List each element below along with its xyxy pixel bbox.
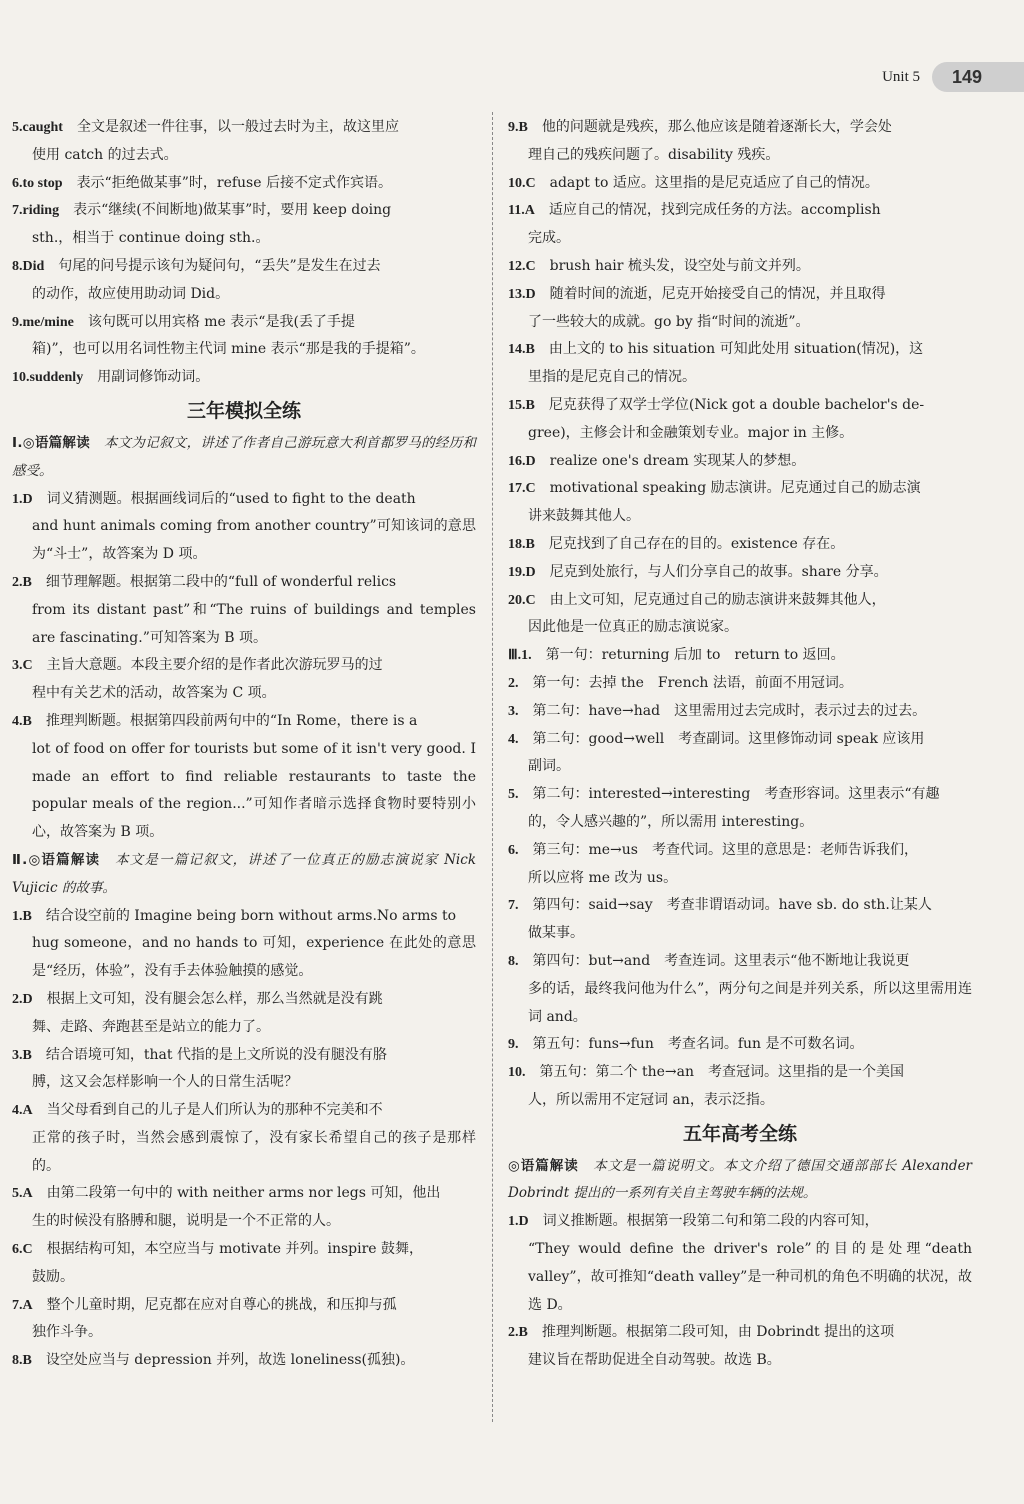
passage-intro bbox=[12, 430, 476, 486]
answer-item bbox=[12, 986, 476, 1042]
answer-item bbox=[508, 1208, 972, 1319]
answer-item bbox=[508, 559, 972, 587]
answer-item bbox=[12, 1180, 476, 1236]
answer-item bbox=[12, 903, 476, 986]
answer-text: 句尾的问号提示该句为疑问句，“丢失”是发生在过去 bbox=[58, 257, 381, 274]
intro-text: 本文是一篇说明文。本文介绍了德国交通部部长 Alexander Dobrindt 提出的一系列有关自主驾驶车辆的法规。 bbox=[508, 1157, 973, 1202]
answer-text: 根据上文可知，没有腿会怎么样，那么当然就是没有跳 bbox=[46, 990, 383, 1007]
intro-text: 本文为记叙文，讲述了作者自己游玩意大利首都罗马的经历和感受。 bbox=[12, 434, 477, 479]
answer-item bbox=[12, 1347, 476, 1375]
answer-text: realize one's dream 实现某人的梦想。 bbox=[549, 452, 806, 469]
answer-continuation: from its distant past”和“The ruins of buildings and temples are fascinating.”可知答案为 B 项。 bbox=[32, 601, 476, 646]
answer-continuation: 理自己的残疾问题了。disability 残疾。 bbox=[528, 146, 780, 163]
answer-list bbox=[508, 114, 972, 642]
section-title: 三年模拟全练 bbox=[186, 399, 301, 422]
answer-number: 4.A bbox=[12, 1103, 33, 1119]
answer-continuation: “They would define the driver's role”的目的是处理“death valley”，故可推知“death valley”是一种司机的角色不明确的状况，故选 D。 bbox=[528, 1241, 972, 1313]
answer-number: 7.riding bbox=[12, 203, 60, 219]
answer-number: 1.D bbox=[12, 491, 33, 507]
answer-continuation: 正常的孩子时，当然会感到震惊了，没有家长希望自己的孩子是那样的。 bbox=[32, 1129, 476, 1174]
answer-item bbox=[12, 1097, 476, 1180]
answer-item bbox=[508, 892, 972, 948]
answer-text: 设空处应当与 depression 并列，故选 loneliness(孤独)。 bbox=[45, 1352, 415, 1369]
column-divider bbox=[492, 112, 493, 1422]
answer-item bbox=[12, 1236, 476, 1292]
answer-continuation: hug someone，and no hands to 可知，experience 在此处的意思是“经历，体验”，没有手去体验触摸的感觉。 bbox=[32, 935, 476, 980]
answer-item bbox=[12, 486, 476, 569]
answer-number: 15.B bbox=[508, 397, 535, 413]
answer-item bbox=[508, 587, 972, 643]
answer-text: 他的问题就是残疾，那么他应该是随着逐渐长大，学会处 bbox=[541, 119, 892, 135]
answer-list bbox=[508, 642, 972, 1115]
answer-number: 5.caught bbox=[12, 120, 63, 135]
answer-item bbox=[508, 837, 972, 893]
answer-continuation: 了一些较大的成就。go by 指“时间的流逝”。 bbox=[528, 313, 810, 330]
answer-text: 第一句：returning 后加 to return to 返回。 bbox=[545, 647, 845, 664]
answer-item bbox=[12, 309, 476, 365]
answer-number: 16.D bbox=[508, 453, 536, 469]
answer-number: 12.C bbox=[508, 258, 536, 274]
answer-text: 尼克到处旅行，与人们分享自己的故事。share 分享。 bbox=[549, 563, 888, 580]
answer-number: 8.Did bbox=[12, 258, 45, 274]
section-title: 五年高考全练 bbox=[682, 1122, 797, 1145]
answer-item bbox=[508, 698, 972, 726]
answer-item bbox=[508, 726, 972, 782]
answer-number: 17.C bbox=[508, 481, 536, 497]
answer-number: 4.B bbox=[12, 713, 32, 729]
answer-text: 第四句：but→and 考查连词。这里表示“他不断地让我说更 bbox=[532, 952, 910, 969]
answer-item bbox=[508, 448, 972, 476]
answer-continuation: lot of food on offer for tourists but some of it isn't very good. I made an effort to find reliable restaurants to taste the popular meals of the region...”可知作者暗示选择食物时要特别小心，故答案为 B 项。 bbox=[32, 740, 476, 841]
answer-continuation: 所以应将 me 改为 us。 bbox=[528, 869, 678, 886]
answer-text: adapt to 适应。这里指的是尼克适应了自己的情况。 bbox=[549, 174, 879, 191]
answer-item bbox=[508, 670, 972, 698]
answer-text: 表示“拒绝做某事”时，refuse 后接不定式作宾语。 bbox=[76, 174, 392, 191]
answer-text: 结合设空前的 Imagine being born without arms.No arms to bbox=[45, 907, 457, 924]
answer-text: 该句既可以用宾格 me 表示“是我(丢了手提 bbox=[87, 313, 355, 330]
answer-number: 6. bbox=[508, 842, 519, 858]
answer-item bbox=[12, 253, 476, 309]
answer-item bbox=[508, 336, 972, 392]
answer-continuation: 鼓励。 bbox=[32, 1268, 74, 1285]
answer-item bbox=[508, 1319, 972, 1375]
answer-item bbox=[12, 114, 476, 170]
intro-text: 本文是一篇记叙文，讲述了一位真正的励志演说家 Nick Vujicic 的故事。 bbox=[12, 851, 476, 896]
answer-text: 随着时间的流逝，尼克开始接受自己的情况，并且取得 bbox=[549, 285, 886, 302]
answer-number: 5.A bbox=[12, 1186, 33, 1202]
answer-text: 表示“继续(不间断地)做某事”时，要用 keep doing bbox=[73, 202, 392, 219]
answer-text: 由第二段第一句中的 with neither arms nor legs 可知，他出 bbox=[46, 1185, 441, 1202]
answer-list bbox=[12, 114, 476, 392]
answer-list bbox=[12, 486, 476, 847]
answer-text: 第一句：去掉 the French 法语，前面不用冠词。 bbox=[532, 674, 853, 691]
answer-number: 10.C bbox=[508, 175, 536, 191]
answer-continuation: and hunt animals coming from another country”可知该词的意思为“斗士”，故答案为 D 项。 bbox=[32, 518, 476, 563]
answer-number: 5. bbox=[508, 787, 519, 803]
answer-continuation: 膊，这又会怎样影响一个人的日常生活呢？ bbox=[32, 1074, 298, 1091]
answer-item bbox=[508, 392, 972, 448]
right-column bbox=[508, 114, 972, 1375]
answer-text: 推理判断题。根据第二段可知，由 Dobrindt 提出的这项 bbox=[541, 1324, 895, 1341]
answer-continuation: 的动作，故应使用助动词 Did。 bbox=[32, 285, 230, 302]
answer-continuation: 讲来鼓舞其他人。 bbox=[528, 508, 640, 525]
answer-item bbox=[12, 1042, 476, 1098]
left-column bbox=[12, 114, 476, 1375]
answer-text: 第四句：said→say 考查非谓语动词。have sb. do sth.让某人 bbox=[532, 897, 932, 914]
answer-continuation: 生的时候没有胳膊和腿，说明是一个不正常的人。 bbox=[32, 1213, 340, 1230]
answer-continuation: 做某事。 bbox=[528, 925, 584, 942]
answer-number: 4. bbox=[508, 731, 519, 747]
answer-text: 根据结构可知，本空应当与 motivate 并列。inspire 鼓舞， bbox=[46, 1241, 424, 1258]
answer-number: 2.D bbox=[12, 991, 33, 1007]
answer-text: 当父母看到自己的儿子是人们所认为的那种不完美和不 bbox=[46, 1102, 383, 1119]
answer-number: 8.B bbox=[12, 1353, 32, 1369]
answer-text: 词义猜测题。根据画线词后的“used to fight to the death bbox=[46, 490, 416, 507]
answer-continuation: 副词。 bbox=[528, 758, 570, 775]
answer-continuation: 因此他是一位真正的励志演说家。 bbox=[528, 619, 738, 636]
answer-number: 2.B bbox=[12, 574, 32, 590]
answer-item bbox=[508, 1059, 972, 1115]
answer-number: 7. bbox=[508, 898, 519, 914]
answer-item bbox=[508, 475, 972, 531]
answer-number: 9.me/mine bbox=[12, 314, 74, 330]
answer-continuation: 舞、走路、奔跑甚至是站立的能力了。 bbox=[32, 1018, 270, 1035]
answer-item bbox=[508, 531, 972, 559]
answer-item bbox=[508, 114, 972, 170]
answer-text: 主旨大意题。本段主要介绍的是作者此次游玩罗马的过 bbox=[46, 657, 383, 674]
answer-text: 由上文可知，尼克通过自己的励志演讲来鼓舞其他人， bbox=[549, 591, 886, 608]
answer-number: 20.C bbox=[508, 592, 536, 608]
answer-number: 14.B bbox=[508, 342, 535, 358]
answer-item bbox=[508, 642, 972, 670]
answer-continuation: 建议旨在帮助促进全自动驾驶。故选 B。 bbox=[528, 1352, 781, 1369]
answer-item bbox=[508, 170, 972, 198]
answer-list bbox=[12, 903, 476, 1376]
answer-item bbox=[12, 364, 476, 392]
answer-number: 1.D bbox=[508, 1214, 529, 1230]
answer-item bbox=[12, 170, 476, 198]
answer-text: 结合语境可知，that 代指的是上文所说的没有腿没有胳 bbox=[45, 1046, 387, 1063]
answer-item bbox=[508, 281, 972, 337]
answer-text: 细节理解题。根据第二段中的“full of wonderful relics bbox=[45, 573, 397, 590]
answer-item bbox=[508, 197, 972, 253]
answer-number: 7.A bbox=[12, 1297, 33, 1313]
answer-continuation: 程中有关艺术的活动，故答案为 C 项。 bbox=[32, 685, 276, 702]
answer-text: 尼克找到了自己存在的目的。existence 存在。 bbox=[548, 535, 845, 552]
answer-number: 18.B bbox=[508, 536, 535, 552]
answer-text: 适应自己的情况，找到完成任务的方法。accomplish bbox=[548, 202, 881, 219]
answer-text: 第二句：have→had 这里需用过去完成时，表示过去的过去。 bbox=[532, 702, 927, 719]
answer-item bbox=[508, 781, 972, 837]
intro-label: ◎语篇解读 bbox=[508, 1157, 579, 1174]
answer-number: 2.B bbox=[508, 1325, 528, 1341]
answer-number: 3. bbox=[508, 703, 519, 719]
answer-text: 用副词修饰动词。 bbox=[97, 369, 210, 386]
answer-text: motivational speaking 励志演讲。尼克通过自己的励志演 bbox=[549, 480, 921, 497]
answer-text: 词义推断题。根据第一段第二句和第二段的内容可知， bbox=[542, 1213, 879, 1230]
answer-text: 第五句：第二个 the→an 考查冠词。这里指的是一个美国 bbox=[539, 1064, 904, 1081]
answer-number: 11.A bbox=[508, 203, 535, 219]
answer-continuation: 使用 catch 的过去式。 bbox=[32, 146, 178, 163]
answer-continuation: 多的话，最终我问他为什么”，两分句之间是并列关系，所以这里需用连词 and。 bbox=[528, 980, 972, 1025]
answer-text: 全文是叙述一件往事，以一般过去时为主，故这里应 bbox=[76, 119, 399, 135]
answer-text: 第三句：me→us 考查代词。这里的意思是：老师告诉我们， bbox=[532, 841, 918, 858]
answer-item bbox=[508, 1031, 972, 1059]
answer-item bbox=[12, 197, 476, 253]
answer-text: 推理判断题。根据第四段前两句中的“In Rome，there is a bbox=[45, 712, 418, 729]
answer-number: 3.C bbox=[12, 658, 33, 674]
answer-continuation: 里指的是尼克自己的情况。 bbox=[528, 369, 696, 386]
answer-list bbox=[508, 1208, 972, 1375]
answer-item bbox=[508, 253, 972, 281]
answer-number: 9. bbox=[508, 1037, 519, 1053]
answer-number: Ⅲ.1. bbox=[508, 648, 532, 664]
answer-continuation: gree)，主修会计和金融策划专业。major in 主修。 bbox=[528, 424, 854, 441]
answer-number: 19.D bbox=[508, 564, 536, 580]
page-header bbox=[882, 62, 1024, 92]
answer-continuation: 独作斗争。 bbox=[32, 1324, 102, 1341]
answer-number: 2. bbox=[508, 675, 519, 691]
answer-item bbox=[12, 652, 476, 708]
answer-text: 第二句：good→well 考查副词。这里修饰动词 speak 应该用 bbox=[532, 730, 925, 747]
answer-number: 10.suddenly bbox=[12, 370, 84, 386]
answer-text: brush hair 梳头发，设空处与前文并列。 bbox=[549, 257, 810, 274]
passage-intro bbox=[508, 1153, 972, 1209]
answer-text: 由上文的 to his situation 可知此处用 situation(情况)，这 bbox=[548, 341, 924, 358]
answer-number: 9.B bbox=[508, 120, 528, 135]
answer-number: 8. bbox=[508, 953, 519, 969]
answer-continuation: sth.，相当于 continue doing sth.。 bbox=[32, 230, 270, 247]
answer-continuation: 箱)”，也可以用名词性物主代词 mine 表示“那是我的手提箱”。 bbox=[32, 341, 425, 358]
intro-label: Ⅰ.◎语篇解读 bbox=[12, 434, 91, 451]
answer-number: 1.B bbox=[12, 908, 32, 924]
unit-label: Unit 5 bbox=[882, 68, 920, 85]
answer-number: 10. bbox=[508, 1065, 526, 1081]
answer-item bbox=[12, 1292, 476, 1348]
answer-text: 第五句：funs→fun 考查名词。fun 是不可数名词。 bbox=[532, 1036, 864, 1053]
answer-text: 第二句：interested→interesting 考查形容词。这里表示“有趣 bbox=[532, 786, 940, 803]
intro-label: Ⅱ.◎语篇解读 bbox=[12, 851, 101, 868]
answer-item bbox=[508, 948, 972, 1031]
passage-intro bbox=[12, 847, 476, 903]
answer-continuation: 完成。 bbox=[528, 230, 570, 247]
answer-continuation: 的，令人感兴趣的”，所以需用 interesting。 bbox=[528, 813, 814, 830]
answer-number: 6.C bbox=[12, 1242, 33, 1258]
answer-text: 整个儿童时期，尼克都在应对自尊心的挑战，和压抑与孤 bbox=[46, 1296, 397, 1313]
answer-item bbox=[12, 708, 476, 847]
answer-text: 尼克获得了双学士学位(Nick got a double bachelor's de- bbox=[548, 396, 925, 413]
page-number: 149 bbox=[932, 62, 1024, 92]
answer-continuation: 人，所以需用不定冠词 an，表示泛指。 bbox=[528, 1091, 774, 1108]
answer-number: 3.B bbox=[12, 1047, 32, 1063]
answer-number: 13.D bbox=[508, 286, 536, 302]
answer-item bbox=[12, 569, 476, 652]
answer-number: 6.to stop bbox=[12, 175, 63, 191]
